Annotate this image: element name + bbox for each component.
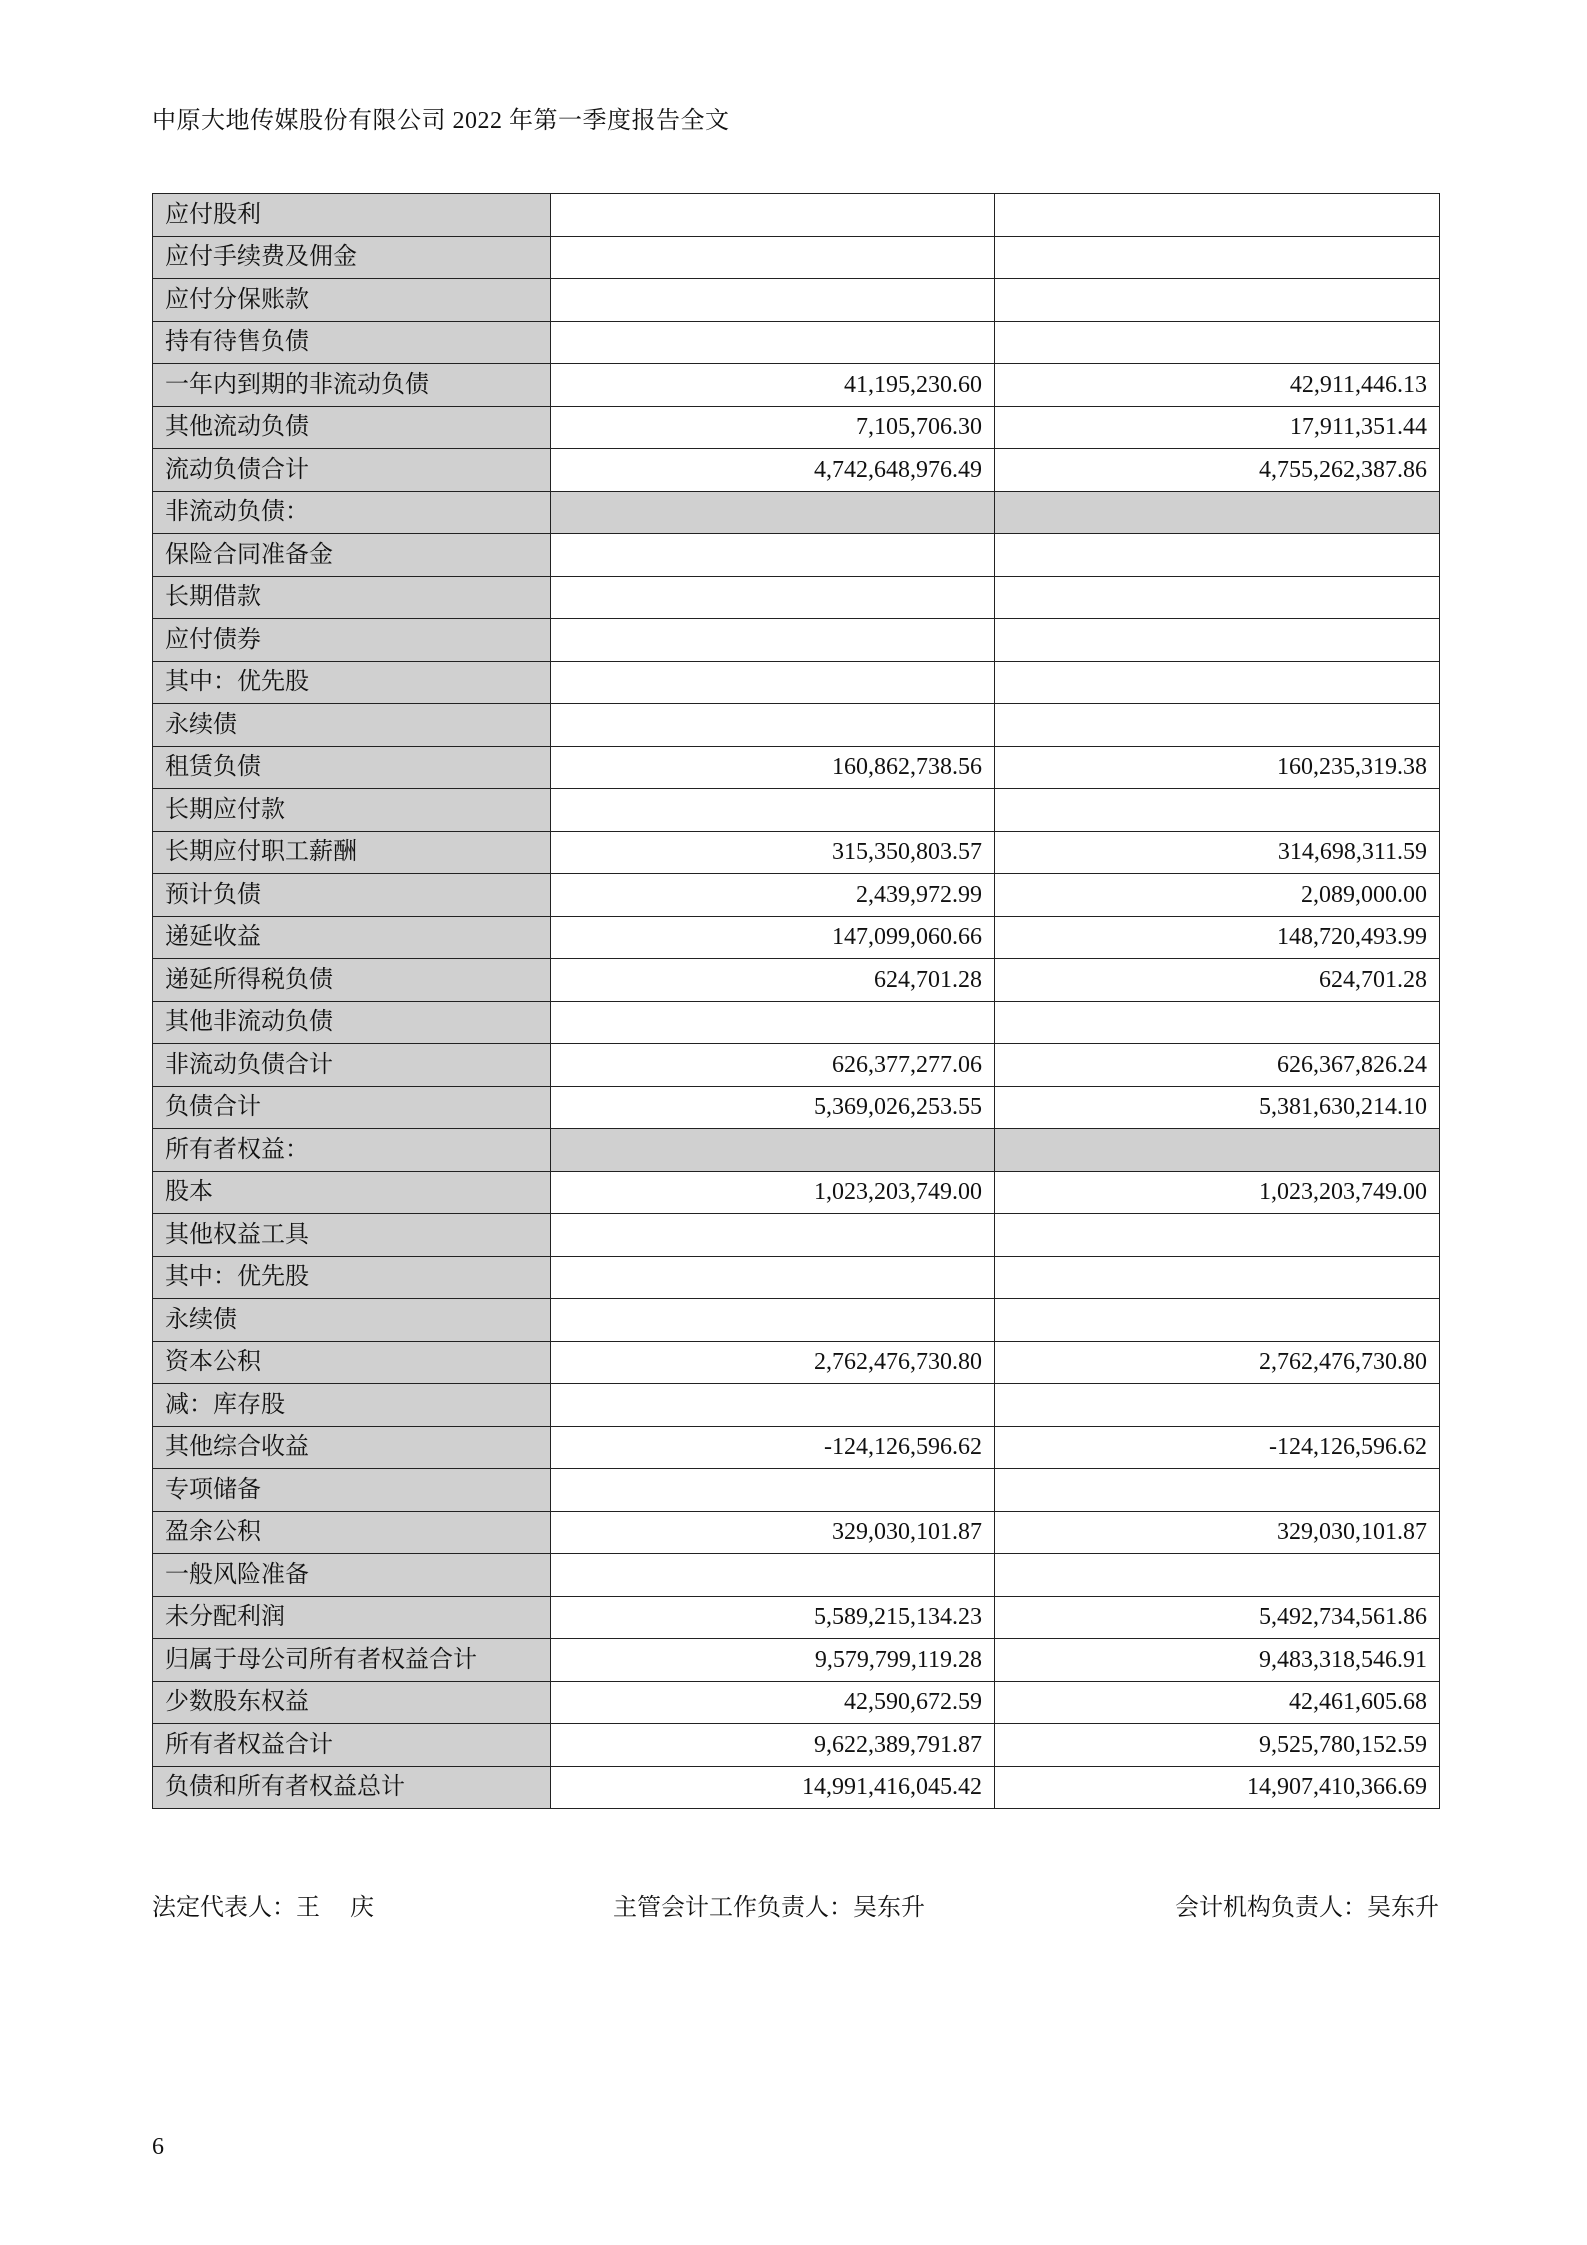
prior-period-value — [995, 534, 1440, 577]
row-label: 一年内到期的非流动负债 — [153, 364, 551, 407]
table-row — [153, 449, 1440, 492]
current-period-value: 42,590,672.59 — [551, 1681, 995, 1724]
row-label: 递延收益 — [153, 916, 551, 959]
row-label: 少数股东权益 — [153, 1681, 551, 1724]
page-number: 6 — [152, 2134, 164, 2160]
prior-period-value — [995, 491, 1440, 534]
prior-period-value: 624,701.28 — [995, 959, 1440, 1002]
row-label: 保险合同准备金 — [153, 534, 551, 577]
table-row — [153, 534, 1440, 577]
table-row — [153, 874, 1440, 917]
row-label: 非流动负债合计 — [153, 1044, 551, 1087]
current-period-value — [551, 194, 995, 237]
prior-period-value: 626,367,826.24 — [995, 1044, 1440, 1087]
prior-period-value — [995, 236, 1440, 279]
section-row — [153, 1129, 1440, 1172]
row-label: 递延所得税负债 — [153, 959, 551, 1002]
current-period-value: 626,377,277.06 — [551, 1044, 995, 1087]
prior-period-value: 42,461,605.68 — [995, 1681, 1440, 1724]
current-period-value: 4,742,648,976.49 — [551, 449, 995, 492]
prior-period-value — [995, 279, 1440, 322]
prior-period-value — [995, 1001, 1440, 1044]
prior-period-value: 160,235,319.38 — [995, 746, 1440, 789]
table-row — [153, 321, 1440, 364]
table-row — [153, 1724, 1440, 1767]
current-period-value — [551, 1256, 995, 1299]
prior-period-value — [995, 619, 1440, 662]
table-row — [153, 1299, 1440, 1342]
prior-period-value — [995, 789, 1440, 832]
table-row — [153, 1171, 1440, 1214]
table-row — [153, 619, 1440, 662]
prior-period-value: 314,698,311.59 — [995, 831, 1440, 874]
row-label: 负债和所有者权益总计 — [153, 1766, 551, 1809]
row-label: 应付债券 — [153, 619, 551, 662]
prior-period-value — [995, 576, 1440, 619]
table-row — [153, 1596, 1440, 1639]
table-row — [153, 1214, 1440, 1257]
accounting-org-head: 会计机构负责人：吴东升 — [1175, 1895, 1439, 1921]
prior-period-value — [995, 1469, 1440, 1512]
row-label: 应付分保账款 — [153, 279, 551, 322]
row-label: 长期应付款 — [153, 789, 551, 832]
prior-period-value: 2,089,000.00 — [995, 874, 1440, 917]
table-row — [153, 194, 1440, 237]
section-label: 所有者权益： — [153, 1129, 551, 1172]
balance-sheet-table — [152, 193, 1440, 1809]
table-row — [153, 1426, 1440, 1469]
row-label: 预计负债 — [153, 874, 551, 917]
section-row — [153, 491, 1440, 534]
current-period-value — [551, 321, 995, 364]
current-period-value: 147,099,060.66 — [551, 916, 995, 959]
prior-period-value — [995, 1256, 1440, 1299]
table-row — [153, 831, 1440, 874]
row-label: 永续债 — [153, 1299, 551, 1342]
row-label: 资本公积 — [153, 1341, 551, 1384]
current-period-value: 329,030,101.87 — [551, 1511, 995, 1554]
table-row — [153, 1469, 1440, 1512]
current-period-value: 624,701.28 — [551, 959, 995, 1002]
prior-period-value: 17,911,351.44 — [995, 406, 1440, 449]
table-row — [153, 1554, 1440, 1597]
table-row — [153, 1001, 1440, 1044]
prior-period-value — [995, 661, 1440, 704]
row-label: 负债合计 — [153, 1086, 551, 1129]
row-label: 租赁负债 — [153, 746, 551, 789]
row-label: 流动负债合计 — [153, 449, 551, 492]
table-row — [153, 1256, 1440, 1299]
prior-period-value — [995, 704, 1440, 747]
current-period-value: 5,369,026,253.55 — [551, 1086, 995, 1129]
current-period-value: 2,439,972.99 — [551, 874, 995, 917]
prior-period-value — [995, 194, 1440, 237]
current-period-value: 14,991,416,045.42 — [551, 1766, 995, 1809]
prior-period-value: 5,492,734,561.86 — [995, 1596, 1440, 1639]
table-row — [153, 364, 1440, 407]
table-row — [153, 959, 1440, 1002]
row-label: 归属于母公司所有者权益合计 — [153, 1639, 551, 1682]
row-label: 股本 — [153, 1171, 551, 1214]
current-period-value — [551, 1001, 995, 1044]
table-row — [153, 236, 1440, 279]
table-row — [153, 1766, 1440, 1809]
row-label: 持有待售负债 — [153, 321, 551, 364]
section-label: 非流动负债： — [153, 491, 551, 534]
prior-period-value — [995, 1214, 1440, 1257]
table-row — [153, 1384, 1440, 1427]
row-label: 长期借款 — [153, 576, 551, 619]
prior-period-value — [995, 1554, 1440, 1597]
table-row — [153, 746, 1440, 789]
prior-period-value: 9,483,318,546.91 — [995, 1639, 1440, 1682]
current-period-value: 2,762,476,730.80 — [551, 1341, 995, 1384]
current-period-value — [551, 279, 995, 322]
current-period-value — [551, 619, 995, 662]
prior-period-value: 5,381,630,214.10 — [995, 1086, 1440, 1129]
row-label: 减：库存股 — [153, 1384, 551, 1427]
prior-period-value: 2,762,476,730.80 — [995, 1341, 1440, 1384]
legal-representative: 法定代表人：王 庆 — [152, 1895, 374, 1921]
prior-period-value — [995, 1299, 1440, 1342]
accounting-head: 主管会计工作负责人：吴东升 — [613, 1895, 925, 1921]
row-label: 应付股利 — [153, 194, 551, 237]
current-period-value — [551, 789, 995, 832]
row-label: 其中：优先股 — [153, 1256, 551, 1299]
current-period-value — [551, 1129, 995, 1172]
row-label: 应付手续费及佣金 — [153, 236, 551, 279]
table-row — [153, 1511, 1440, 1554]
row-label: 长期应付职工薪酬 — [153, 831, 551, 874]
current-period-value: 7,105,706.30 — [551, 406, 995, 449]
row-label: 永续债 — [153, 704, 551, 747]
current-period-value: 160,862,738.56 — [551, 746, 995, 789]
current-period-value — [551, 1299, 995, 1342]
table-row — [153, 1086, 1440, 1129]
prior-period-value: 1,023,203,749.00 — [995, 1171, 1440, 1214]
prior-period-value — [995, 1129, 1440, 1172]
prior-period-value — [995, 321, 1440, 364]
current-period-value — [551, 704, 995, 747]
table-row — [153, 1639, 1440, 1682]
row-label: 其他权益工具 — [153, 1214, 551, 1257]
prior-period-value — [995, 1384, 1440, 1427]
current-period-value: 41,195,230.60 — [551, 364, 995, 407]
row-label: 盈余公积 — [153, 1511, 551, 1554]
prior-period-value: 329,030,101.87 — [995, 1511, 1440, 1554]
prior-period-value: -124,126,596.62 — [995, 1426, 1440, 1469]
current-period-value: 9,622,389,791.87 — [551, 1724, 995, 1767]
row-label: 其他非流动负债 — [153, 1001, 551, 1044]
current-period-value — [551, 661, 995, 704]
current-period-value — [551, 236, 995, 279]
current-period-value — [551, 491, 995, 534]
row-label: 其中：优先股 — [153, 661, 551, 704]
current-period-value — [551, 534, 995, 577]
table-row — [153, 1341, 1440, 1384]
current-period-value — [551, 576, 995, 619]
current-period-value: 5,589,215,134.23 — [551, 1596, 995, 1639]
table-row — [153, 916, 1440, 959]
current-period-value — [551, 1384, 995, 1427]
table-row — [153, 406, 1440, 449]
row-label: 一般风险准备 — [153, 1554, 551, 1597]
table-row — [153, 661, 1440, 704]
prior-period-value: 9,525,780,152.59 — [995, 1724, 1440, 1767]
current-period-value: 315,350,803.57 — [551, 831, 995, 874]
table-row — [153, 1044, 1440, 1087]
prior-period-value: 42,911,446.13 — [995, 364, 1440, 407]
row-label: 其他综合收益 — [153, 1426, 551, 1469]
table-row — [153, 789, 1440, 832]
table-row — [153, 576, 1440, 619]
current-period-value: 9,579,799,119.28 — [551, 1639, 995, 1682]
row-label: 未分配利润 — [153, 1596, 551, 1639]
current-period-value — [551, 1554, 995, 1597]
row-label: 其他流动负债 — [153, 406, 551, 449]
row-label: 专项储备 — [153, 1469, 551, 1512]
current-period-value — [551, 1214, 995, 1257]
table-row — [153, 1681, 1440, 1724]
row-label: 所有者权益合计 — [153, 1724, 551, 1767]
table-row — [153, 279, 1440, 322]
document-header: 中原大地传媒股份有限公司 2022 年第一季度报告全文 — [152, 108, 730, 134]
prior-period-value: 14,907,410,366.69 — [995, 1766, 1440, 1809]
table-row — [153, 704, 1440, 747]
current-period-value: 1,023,203,749.00 — [551, 1171, 995, 1214]
current-period-value: -124,126,596.62 — [551, 1426, 995, 1469]
prior-period-value: 4,755,262,387.86 — [995, 449, 1440, 492]
current-period-value — [551, 1469, 995, 1512]
prior-period-value: 148,720,493.99 — [995, 916, 1440, 959]
